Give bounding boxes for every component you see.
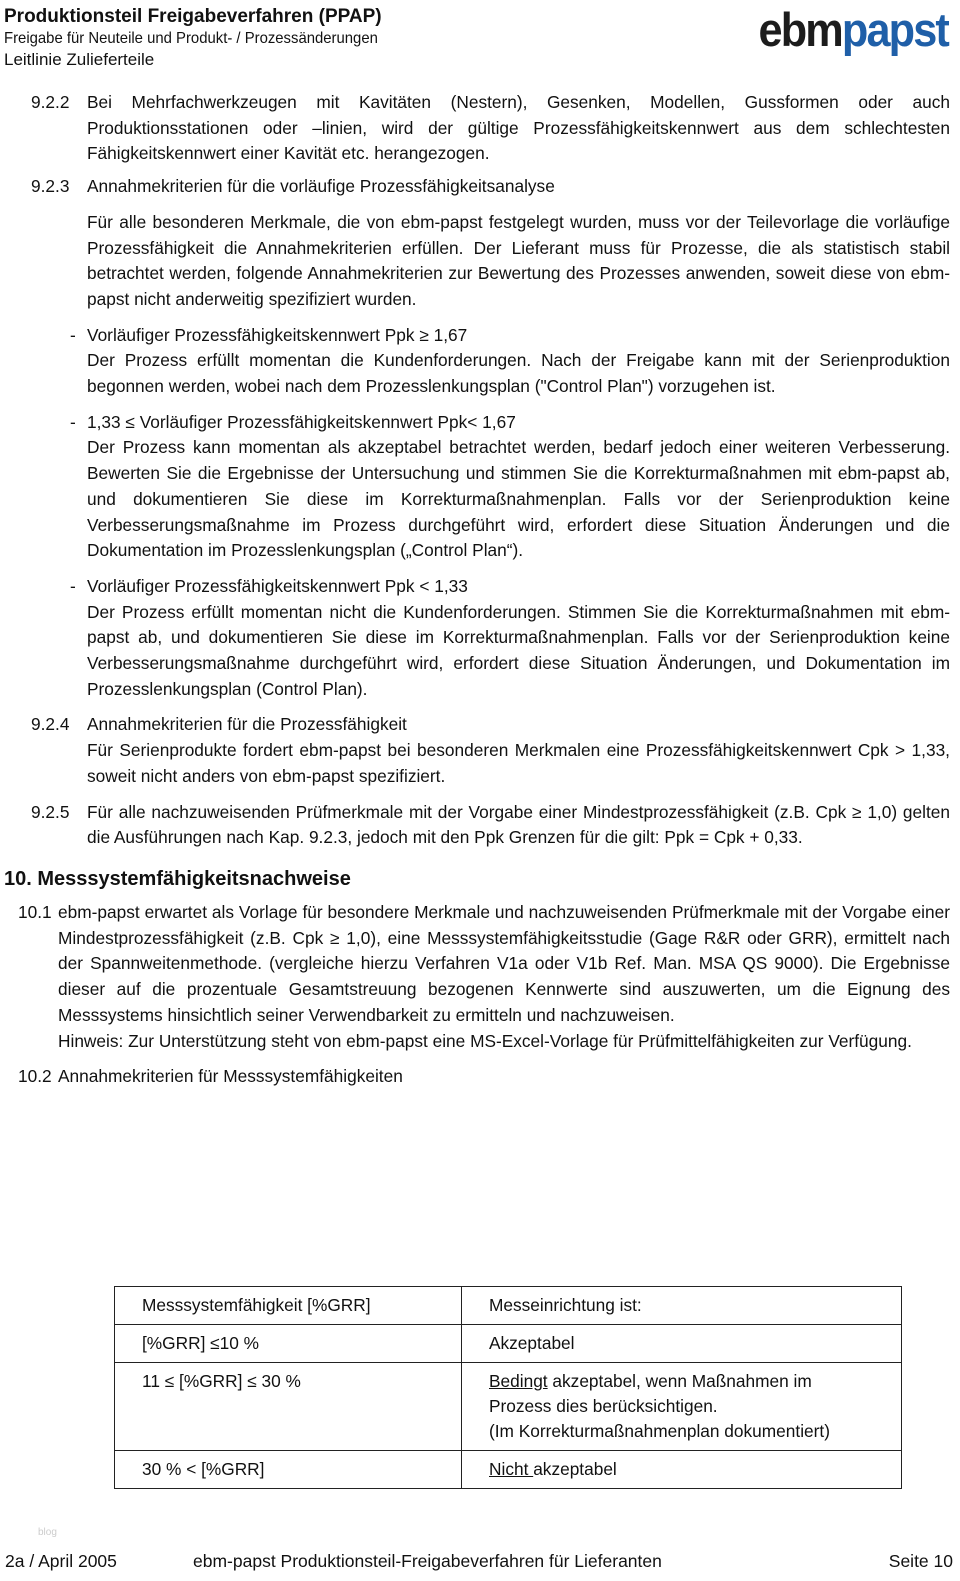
section-heading: Annahmekriterien für Messsystemfähigkeiten xyxy=(58,1066,403,1087)
section-text: Für alle nachzuweisenden Prüfmerkmale mit der Vorgabe einer Mindestprozessfähigkeit (z.B. Cpk ≥ 1,0) gelten die Ausführungen nach Kap. 9.2.3, jedoch mit den Ppk Grenzen für die gilt: Ppk = Cpk + 0,33. xyxy=(87,801,950,848)
watermark: blog xyxy=(38,1527,57,1538)
section-number: 10.2 xyxy=(18,1066,52,1087)
page-header xyxy=(4,3,954,74)
table-cell: Bedingt akzeptabel, wenn Maßnahmen im Prozess dies berücksichtigen. (Im Korrekturmaßnahmenplan dokumentiert) xyxy=(462,1363,902,1451)
section-9-2-3 xyxy=(0,174,960,200)
bullet-title: 1,33 ≤ Vorläufiger Prozessfähigkeitskennwert Ppk< 1,67 xyxy=(87,411,516,432)
section-heading: Annahmekriterien für die Prozessfähigkeit xyxy=(87,714,407,735)
section-9-2-3-intro: Für alle besonderen Merkmale, die von ebm-papst festgelegt wurden, muss vor der Teilevorlage die vorläufige Prozessfähigkeit die Annahmekriterien erfüllen. Der Lieferant muss für Prozesse, die als statistisch stabil betrachtet werden, folgende Annahmekriterien zur Bewertung des Prozesses anwenden, soweit diese von ebm-papst nicht anderweitig spezifiziert wurden. xyxy=(87,211,950,309)
document-title: Produktionsteil Freigabeverfahren (PPAP) xyxy=(4,6,382,27)
footer-title: ebm-papst Produktionsteil-Freigabeverfahren für Lieferanten xyxy=(193,1551,662,1571)
section-number: 9.2.4 xyxy=(31,714,70,735)
section-number: 9.2.2 xyxy=(31,92,70,112)
table-cell: 11 ≤ [%GRR] ≤ 30 % xyxy=(115,1363,462,1451)
table-cell: 30 % < [%GRR] xyxy=(115,1451,462,1489)
section-number: 10.1 xyxy=(18,901,52,922)
section-9-2-4 xyxy=(0,712,960,789)
table-cell: Nicht akzeptabel xyxy=(462,1451,902,1489)
table-header-row xyxy=(115,1287,902,1325)
table-row xyxy=(115,1325,902,1363)
grr-criteria-table xyxy=(114,1286,902,1489)
bullet-text: Der Prozess kann momentan als akzeptabel betrachtet werden, bedarf jedoch einer weiteren Verbesserung. Bewerten Sie die Ergebnisse der Untersuchung und stimmen Sie die Korrekturmaßnahmen mit ebm-papst ab, und dokumentieren Sie diese im Korrekturmaßnahmenplan. Falls vor der Serienproduktion keine Verbesserungsmaßnahme im Prozess durchgeführt wird, erfordert diese Situation Änderungen und die Dokumentation im Prozesslenkungsplan („Control Plan“). xyxy=(87,437,950,561)
section-number: 9.2.5 xyxy=(31,801,70,822)
document-subtitle: Freigabe für Neuteile und Produkt- / Prozessänderungen xyxy=(4,30,378,47)
footer-version: 2a / April 2005 xyxy=(5,1551,117,1571)
section-9-2-5 xyxy=(0,800,960,851)
bullet-dash: - xyxy=(70,411,76,432)
table-row xyxy=(115,1451,902,1489)
section-text: ebm-papst erwartet als Vorlage für besondere Merkmale und nachzuweisenden Prüfmerkmale mit der Vorgabe einer Mindestprozessfähigkeit (z.B. Cpk ≥ 1,0), eine Messsystemfähigkeitsstudie (Gage R&R oder GRR), ermittelt nach der Spannweitenmethode. (vergleiche hierzu Verfahren V1a oder V1b Ref. Man. MSA QS 9000). Die Ergebnisse dieser auf die prozentuale Gesamtstreuung bezogenen Kennwerte sind auszuwerten, um die Eignung des Messsystems hinsichtlich seiner Verwendbarkeit zu ermitteln und nachzuweisen. xyxy=(58,901,950,1025)
footer-page-number: Seite 10 xyxy=(888,1551,953,1571)
bullet-text: Der Prozess erfüllt momentan nicht die Kundenforderungen. Stimmen Sie die Korrekturmaßnahmen mit ebm-papst ab, und dokumentieren Sie diese im Korrekturmaßnahmenplan. Falls vor der Serienproduktion keine Verbesserungsmaßnahme durchgeführt wird, erfordert diese Situation Änderungen, und Dokumentation im Prozesslenkungsplan (Control Plan). xyxy=(87,601,950,699)
table-header-cell: Messsystemfähigkeit [%GRR] xyxy=(115,1287,462,1325)
section-10-2 xyxy=(0,1064,960,1090)
section-10-1 xyxy=(0,900,960,1054)
bullet-dash: - xyxy=(70,575,76,596)
section-heading: Annahmekriterien für die vorläufige Prozessfähigkeitsanalyse xyxy=(87,176,555,197)
bullet-ppk-mid xyxy=(0,410,960,564)
bullet-text: Der Prozess erfüllt momentan die Kundenforderungen. Nach der Freigabe kann mit der Serienproduktion begonnen werden, wobei nach dem Prozesslenkungsplan ("Control Plan") vorzugehen ist. xyxy=(87,350,950,397)
section-text: Für Serienprodukte fordert ebm-papst bei besonderen Merkmalen eine Prozessfähigkeitskennwert Cpk > 1,33, soweit nicht anders von ebm-papst spezifiziert. xyxy=(87,740,950,786)
document-body xyxy=(0,90,960,1090)
section-9-2-2 xyxy=(0,90,960,167)
section-text: Bei Mehrfachwerkzeugen mit Kavitäten (Nestern), Gesenken, Modellen, Gussformen oder auch Produktionsstationen oder –linien, wird der gültige Prozessfähigkeitskennwert aus dem schlechtesten Fähigkeitskennwert einer Kavität etc. herangezogen. xyxy=(87,92,950,164)
bullet-dash: - xyxy=(70,324,76,345)
table-header-cell: Messeinrichtung ist: xyxy=(462,1287,902,1325)
section-number: 9.2.3 xyxy=(31,176,70,197)
bullet-title: Vorläufiger Prozessfähigkeitskennwert Ppk ≥ 1,67 xyxy=(87,324,468,345)
table-row xyxy=(115,1363,902,1451)
bullet-ppk-high xyxy=(0,323,960,400)
bullet-title: Vorläufiger Prozessfähigkeitskennwert Ppk < 1,33 xyxy=(87,575,468,596)
bullet-ppk-low xyxy=(0,574,960,703)
document-subtitle-2: Leitlinie Zulieferteile xyxy=(4,50,155,69)
table-cell: [%GRR] ≤10 % xyxy=(115,1325,462,1363)
section-note: Hinweis: Zur Unterstützung steht von ebm-papst eine MS-Excel-Vorlage für Prüfmittelfähigkeiten zur Verfügung. xyxy=(58,1030,912,1051)
chapter-heading: 10. Messsystemfähigkeitsnachweise xyxy=(4,867,351,890)
ebmpapst-logo: ebmpapst xyxy=(758,3,948,56)
table-cell: Akzeptabel xyxy=(462,1325,902,1363)
